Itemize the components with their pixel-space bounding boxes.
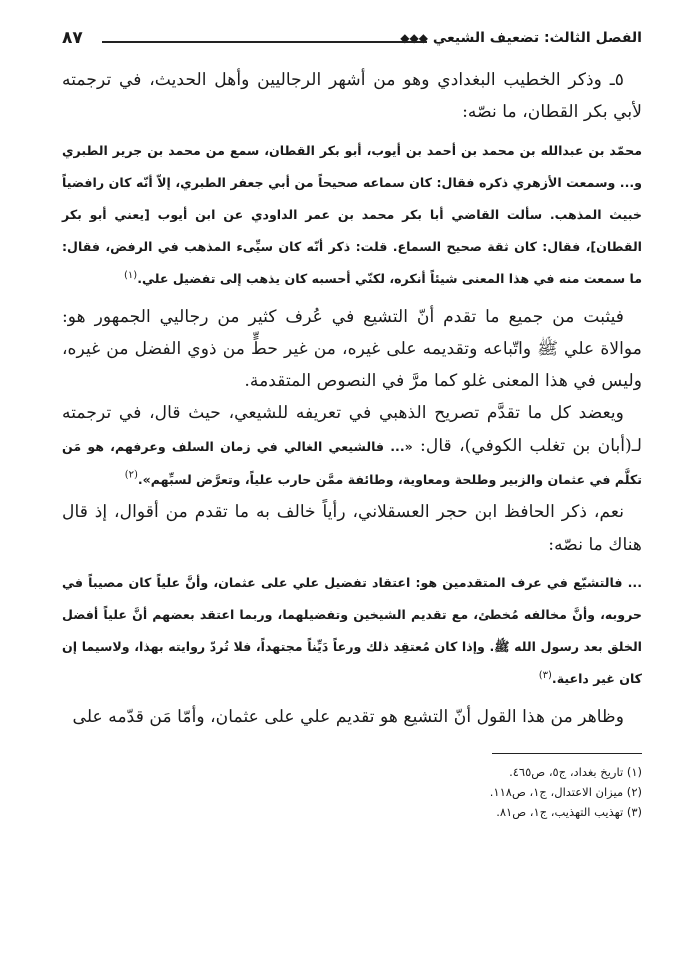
footnote-1: (١) تاريخ بغداد، ج٥، ص٤٦٥. — [509, 765, 642, 780]
running-header — [62, 22, 642, 56]
book-page — [62, 22, 642, 952]
quote-khatib — [62, 135, 642, 295]
paragraph-final: وظاهر من هذا القول أنّ التشيع هو تقديم علي على عثمان، وأمّا مَن قدّمه على — [72, 706, 624, 727]
page-body — [62, 64, 642, 822]
footnote-2: (٢) ميزان الاعتدال، ج١، ص١١٨. — [489, 785, 642, 800]
diamond-ornament-icon: ◆◆◆ — [400, 31, 428, 45]
quote-ibn-hajar-text: ... فالتشيّع في عرف المتقدمين هو: اعتقاد تفضيل علي على عثمان، وأنَّ علياً كان مصيباً في حروبه، وأنَّ مخالفه مُخطئ، مع تقديم الشيخين وتفضيلهما، وربما اعتقد بعضهم أنَّ علياً أفضل الخلق بعد رسول الله ﷺ. وإذا كان مُعتقِد ذلك ورعاً دَيِّناً مجتهداً، فلا تُردّ روايته بهذا، ولاسيما إن كان غير داعية. — [62, 574, 642, 686]
footnote-3: (٣) تهذيب التهذيب، ج١، ص٨١. — [496, 805, 642, 820]
chapter-title-text: الفصل الثالث: تضعيف الشيعي — [432, 30, 642, 46]
quote-block-ibn-hajar — [62, 567, 642, 695]
paragraph-dhahabi-text: ويعضد كل ما تقدَّم تصريح الذهبي في تعريفه للشيعي، حيث قال، في ترجمته لـ(أبان بن تغلب الكوفي)، قال: — [62, 403, 642, 456]
quote-ibn-hajar — [62, 567, 642, 695]
quote-dhahabi: «... فالشيعي الغالي في زمان السلف وعرفهم، هو مَن تكلَّم في عثمان والزبير وطلحة ومعاوية، وطائفة ممَّن حارب علياً، وتعرَّض لسبِّهم». — [62, 438, 642, 488]
paragraph-dhahabi — [62, 397, 642, 496]
paragraph-ibn-hajar: نعم، ذكر الحافظ ابن حجر العسقلاني، رأياً خالف به ما تقدم من أقوال، إذ قال هناك ما نصّه: — [62, 502, 642, 555]
footnote-ref-1: (١) — [124, 269, 138, 281]
footnotes — [62, 762, 642, 822]
page-number: ٨٧ — [62, 28, 83, 48]
quote-khatib-text: محمّد بن عبدالله بن محمد بن أحمد بن أيوب، أبو بكر القطان، سمع من محمد بن جرير الطبري و... وسمعت الأزهري ذكره فقال: كان سماعه صحيحاً من أبي جعفر الطبري، إلاّ أنّه كان رافضياً خبيث المذهب. سألت القاضي أبا بكر محمد بن عمر الداودي عن ابن أيوب [يعني أبو بكر القطان]، فقال: كان ثقة صحيح السماع. قلت: ذكر أنّه كان سيِّىء المذهب في الرفض، فقال: ما سمعت منه في هذا المعنى شيئاً أنكره، لكنّي أحسبه كان يذهب إلى تفضيل علي. — [62, 142, 642, 286]
paragraph-khatib-intro: ٥ـ وذكر الخطيب البغدادي وهو من أشهر الرجاليين وأهل الحديث، في ترجمته لأبي بكر القطان، ما نصّه: — [62, 70, 642, 123]
footnote-ref-2: (٢) — [124, 469, 138, 481]
quote-block-khatib — [62, 135, 642, 295]
chapter-title — [400, 30, 642, 46]
header-rule — [102, 41, 427, 43]
paragraph-conclusion: فيثبت من جميع ما تقدم أنّ التشيع في عُرف كثير من رجاليي الجمهور هو: موالاة علي ﷺ واتّباعه وتقديمه على غيره، من غير حطٍّ من ذوي الفضل من غيره، وليس في هذا المعنى غلو كما مرَّ في النصوص المتقدمة. — [62, 306, 642, 392]
footnote-ref-3: (٣) — [538, 669, 552, 681]
footnote-separator — [492, 753, 642, 754]
